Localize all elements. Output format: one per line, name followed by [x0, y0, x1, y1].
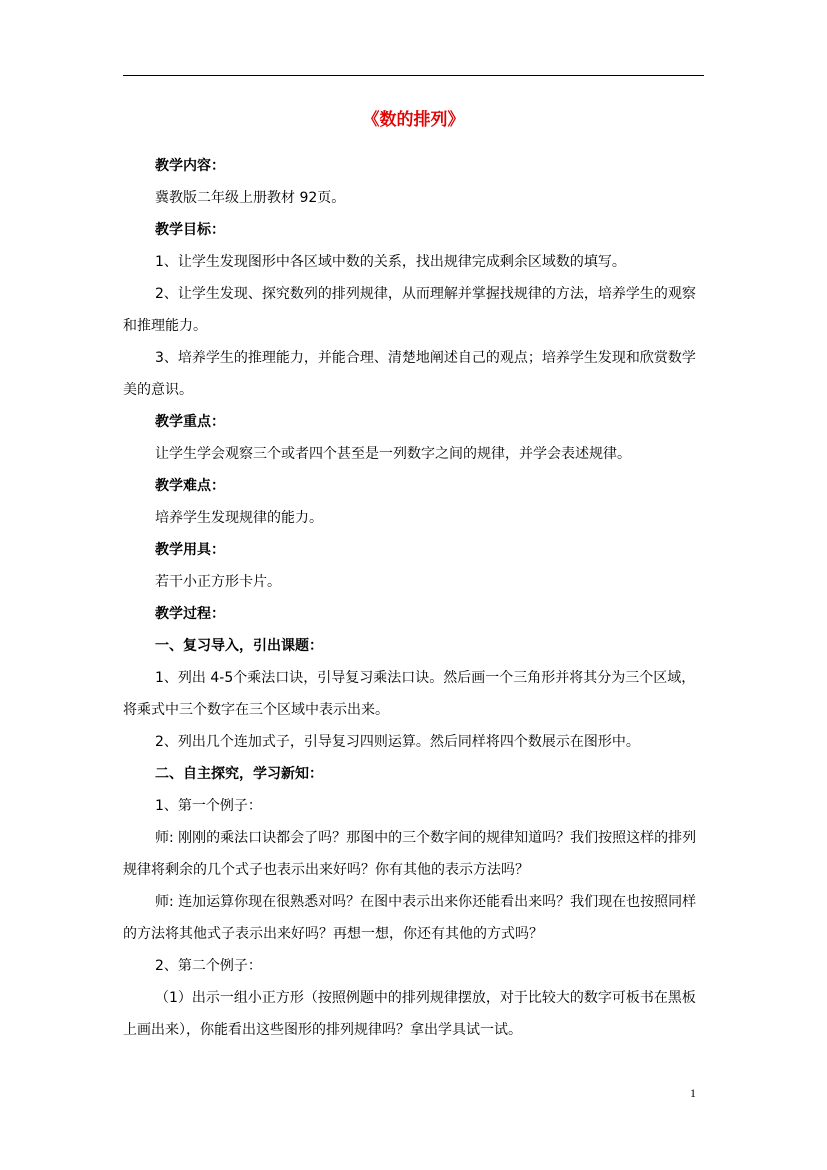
- paragraph: 2、让学生发现、探究数列的排列规律，从而理解并掌握找规律的方法，培养学生的观察和推理能力。: [123, 286, 696, 334]
- paragraph: 师: 刚刚的乘法口诀都会了吗？那图中的三个数字间的规律知道吗？我们按照这样的排列规律将剩余的几个式子也表示出来好吗？你有其他的表示方法吗？: [123, 830, 697, 878]
- paragraph: 1、列出 4-5个乘法口诀，引导复习乘法口诀。然后画一个三角形并将其分为三个区域，将乘式中三个数字在三个区域中表示出来。: [123, 670, 696, 718]
- paragraph: 3、培养学生的推理能力，并能合理、清楚地阐述自己的观点；培养学生发现和欣赏数学美的意识。: [123, 350, 696, 398]
- document-title: 《数的排列》: [362, 110, 465, 130]
- paragraph: 让学生学会观察三个或者四个甚至是一列数字之间的规律，并学会表述规律。: [155, 446, 631, 462]
- section-heading: 教学目标：: [155, 222, 225, 238]
- document-body: [123, 150, 704, 1046]
- paragraph: 若干小正方形卡片。: [155, 574, 281, 590]
- paragraph: 师: 连加运算你现在很熟悉对吗？在图中表示出来你还能看出来吗？我们现在也按照同样的方法将其他式子表示出来好吗？再想一想，你还有其他的方式吗？: [123, 894, 697, 942]
- section-heading: 一、复习导入，引出课题：: [155, 638, 323, 654]
- paragraph: 1、让学生发现图形中各区域中数的关系，找出规律完成剩余区域数的填写。: [155, 254, 626, 270]
- page-number: 1: [690, 1086, 696, 1100]
- paragraph: 2、列出几个连加式子，引导复习四则运算。然后同样将四个数展示在图形中。: [155, 734, 640, 750]
- header-rule: [123, 75, 704, 76]
- paragraph: 培养学生发现规律的能力。: [155, 510, 323, 526]
- paragraph: 冀教版二年级上册教材 92页。: [155, 190, 346, 206]
- section-heading: 教学内容：: [155, 158, 225, 174]
- section-heading: 二、自主探究，学习新知：: [155, 766, 323, 782]
- section-heading: 教学重点：: [155, 414, 225, 430]
- section-heading: 教学难点：: [155, 478, 225, 494]
- paragraph: （1）出示一组小正方形（按照例题中的排列规律摆放，对于比较大的数字可板书在黑板上画出来），你能看出这些图形的排列规律吗？拿出学具试一试。: [123, 990, 696, 1038]
- section-heading: 教学用具：: [155, 542, 225, 558]
- paragraph: 1、第一个例子：: [155, 798, 262, 814]
- paragraph: 2、第二个例子：: [155, 958, 262, 974]
- section-heading: 教学过程：: [155, 606, 225, 622]
